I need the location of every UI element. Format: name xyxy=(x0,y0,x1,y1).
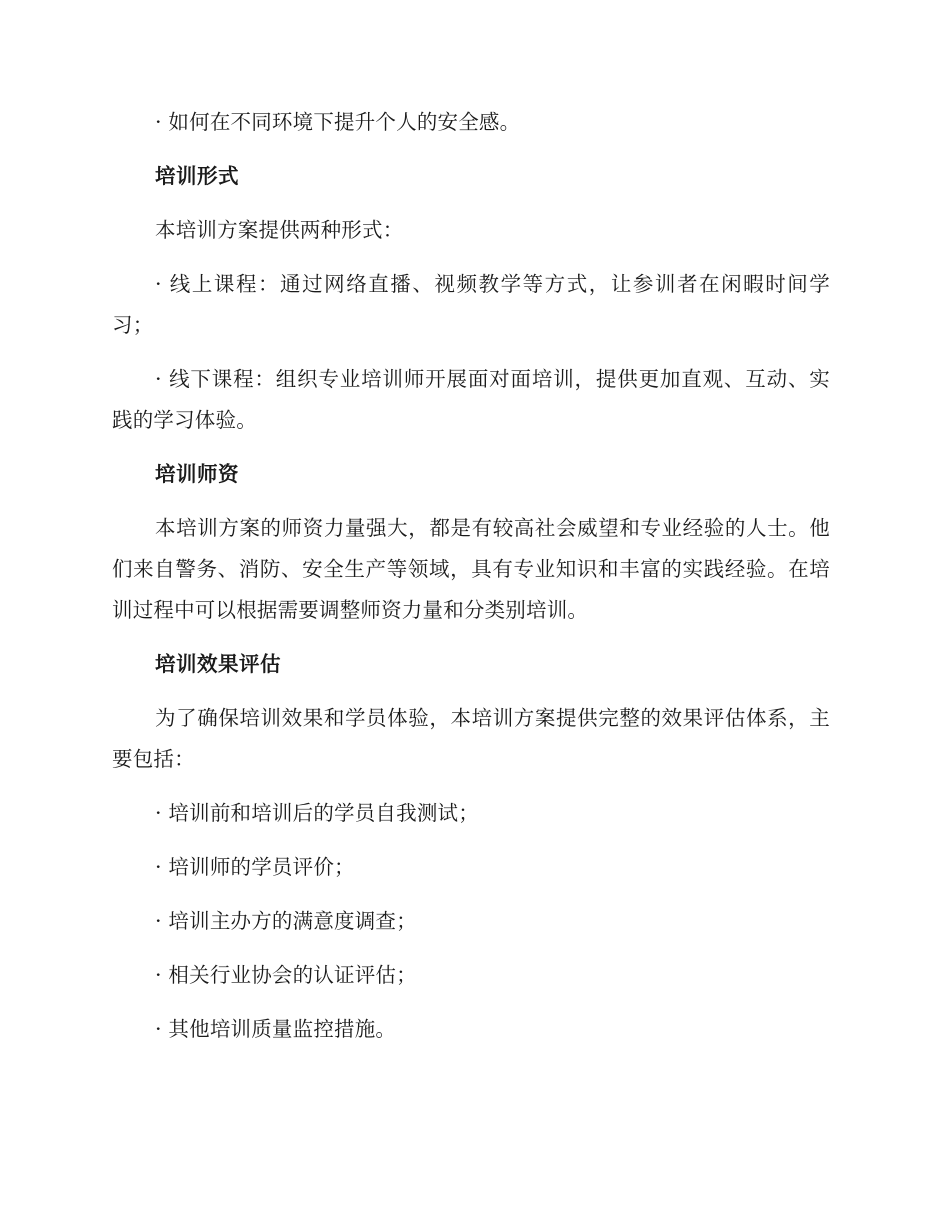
paragraph-trainers: 本培训方案的师资力量强大，都是有较高社会威望和专业经验的人士。他们来自警务、消防、安全生产等领域，具有专业知识和丰富的实践经验。在培训过程中可以根据需要调整师资力量和分类别培训。 xyxy=(112,516,830,622)
bullet-online-course: · 线上课程：通过网络直播、视频教学等方式，让参训者在闲暇时间学习； xyxy=(112,272,830,337)
bullet-offline-course: · 线下课程：组织专业培训师开展面对面培训，提供更加直观、互动、实践的学习体验。 xyxy=(112,367,830,432)
heading-evaluation: 培训效果评估 xyxy=(155,652,281,676)
paragraph-format-intro: 本培训方案提供两种形式： xyxy=(155,218,404,242)
bullet-satisfaction-survey: · 培训主办方的满意度调查； xyxy=(155,909,417,933)
bullet-self-test: · 培训前和培训后的学员自我测试； xyxy=(155,801,479,825)
bullet-personal-safety: · 如何在不同环境下提升个人的安全感。 xyxy=(155,110,521,134)
heading-training-format: 培训形式 xyxy=(155,164,239,188)
bullet-quality-control: · 其他培训质量监控措施。 xyxy=(155,1017,397,1041)
bullet-trainer-rating: · 培训师的学员评价； xyxy=(155,855,355,879)
document-page xyxy=(112,102,830,1063)
heading-trainers: 培训师资 xyxy=(155,462,239,486)
bullet-certification: · 相关行业协会的认证评估； xyxy=(155,963,417,987)
paragraph-evaluation-intro: 为了确保培训效果和学员体验，本培训方案提供完整的效果评估体系，主要包括： xyxy=(112,706,830,771)
